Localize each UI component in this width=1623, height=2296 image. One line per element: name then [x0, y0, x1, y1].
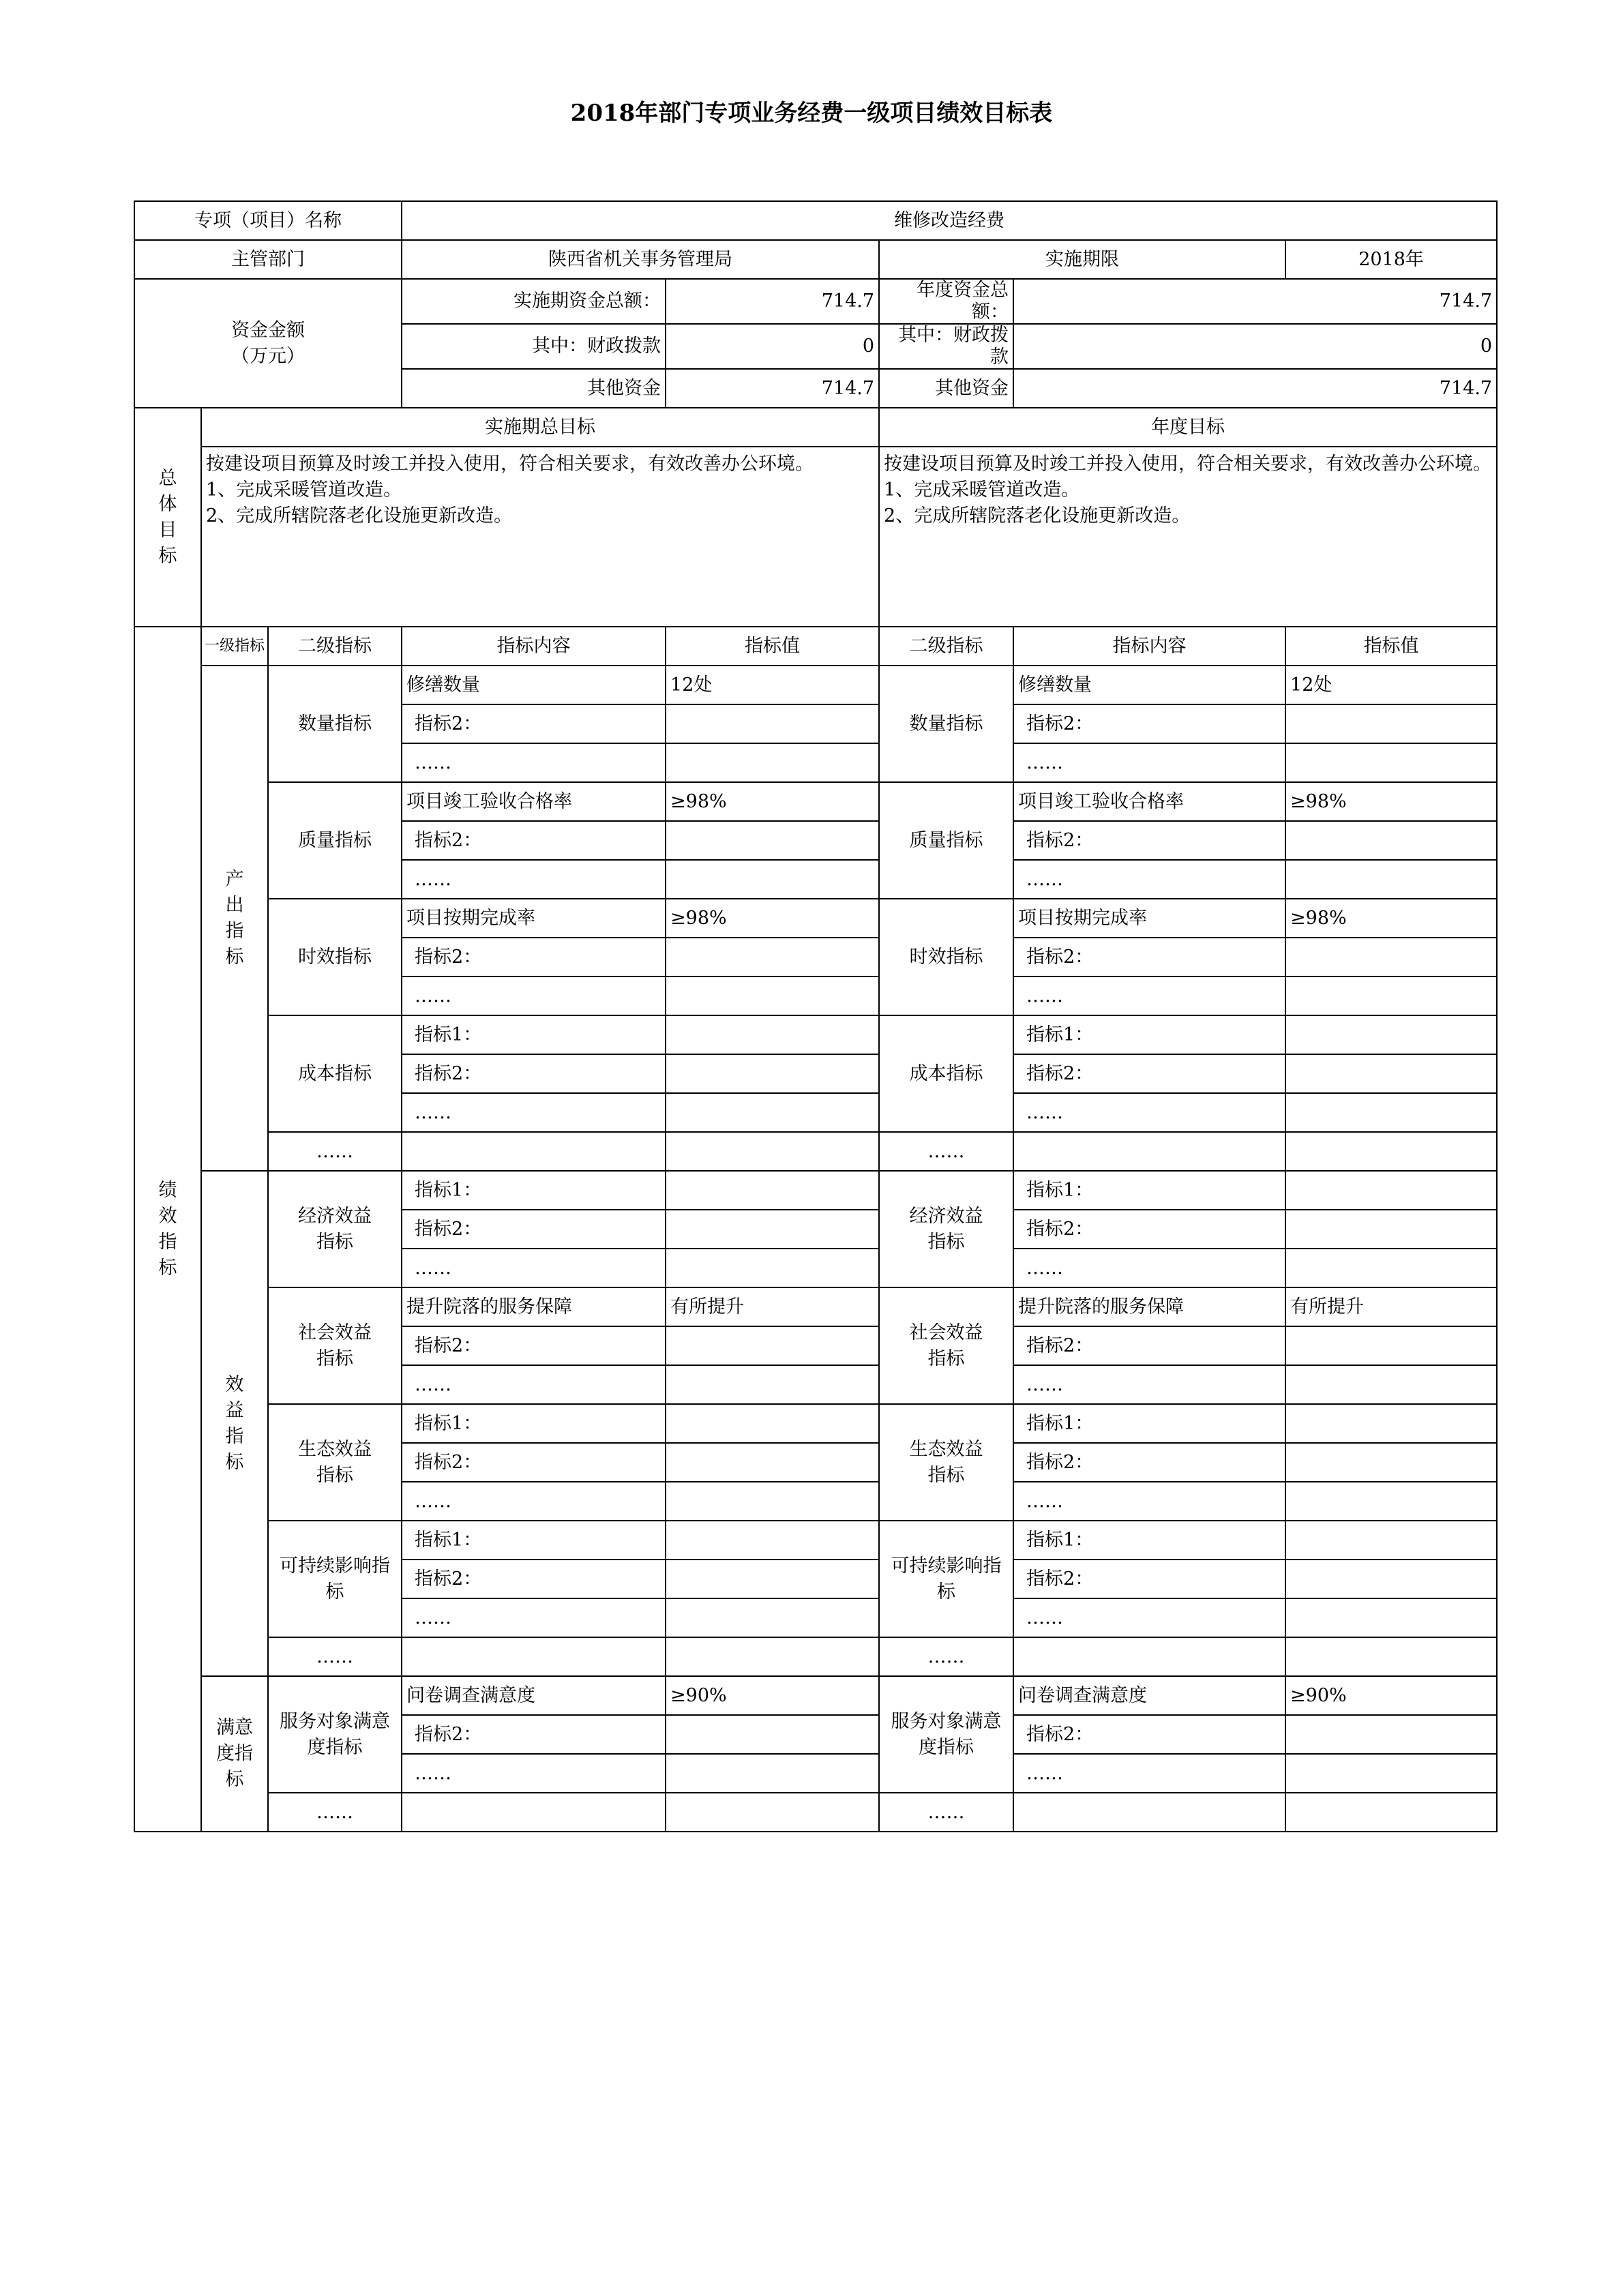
page-title: 2018年部门专项业务经费一级项目绩效目标表	[570, 100, 1053, 127]
performance-table	[134, 200, 1498, 1832]
timeliness-item-annual: 项目按期完成率	[1013, 899, 1285, 938]
satisfaction-more-annual: ……	[879, 1793, 1013, 1832]
period-value: 2018年	[1285, 240, 1497, 279]
quality-value-annual: ≥98%	[1285, 782, 1497, 821]
sustainable-placeholder2-annual: 指标2：	[1013, 1560, 1285, 1598]
quality-label-annual: 质量指标	[879, 782, 1013, 899]
economic-placeholder1-annual: 指标1：	[1013, 1171, 1285, 1210]
benefit-more-annual: ……	[879, 1637, 1013, 1676]
quantity-ellipsis: ……	[402, 743, 666, 782]
ecological-placeholder1: 指标1：	[402, 1404, 666, 1443]
cost-placeholder1: 指标1：	[402, 1015, 666, 1054]
annual-goal-text: 按建设项目预算及时竣工并投入使用，符合相关要求，有效改善办公环境。 1、完成采暖管道改造。 2、完成所辖院落老化设施更新改造。	[879, 447, 1497, 627]
annual-total-value: 714.7	[1013, 279, 1497, 324]
annual-fiscal-label: 其中：财政拨款	[879, 324, 1013, 369]
output-more-annual: ……	[879, 1132, 1013, 1171]
economic-label: 经济效益指标	[268, 1171, 402, 1287]
quantity-label-annual: 数量指标	[879, 666, 1013, 782]
service-item-annual: 问卷调查满意度	[1013, 1676, 1285, 1715]
ecological-label-annual: 生态效益指标	[879, 1404, 1013, 1521]
economic-ellipsis: ……	[402, 1249, 666, 1287]
quantity-ellipsis-annual: ……	[1013, 743, 1285, 782]
social-ellipsis-annual: ……	[1013, 1365, 1285, 1404]
quantity-value: 12处	[666, 666, 879, 704]
funds-label: 资金金额（万元）	[134, 279, 402, 408]
indicators-label: 绩效指标	[134, 627, 201, 1832]
header-value-annual: 指标值	[1285, 627, 1497, 666]
quantity-placeholder2: 指标2：	[402, 704, 666, 743]
dept-value: 陕西省机关事务管理局	[402, 240, 879, 279]
header-level2-annual: 二级指标	[879, 627, 1013, 666]
funds-total-label: 实施期资金总额：	[402, 279, 666, 324]
period-goal-label: 实施期总目标	[201, 408, 879, 447]
economic-placeholder2-annual: 指标2：	[1013, 1210, 1285, 1249]
service-label-annual: 服务对象满意度指标	[879, 1676, 1013, 1793]
benefit-label: 效益指标	[201, 1171, 268, 1676]
cost-ellipsis: ……	[402, 1093, 666, 1132]
funds-other-label: 其他资金	[402, 369, 666, 408]
ecological-ellipsis-annual: ……	[1013, 1482, 1285, 1521]
annual-other-label: 其他资金	[879, 369, 1013, 408]
funds-fiscal-value: 0	[666, 324, 879, 369]
economic-label-annual: 经济效益指标	[879, 1171, 1013, 1287]
economic-placeholder1: 指标1：	[402, 1171, 666, 1210]
service-item: 问卷调查满意度	[402, 1676, 666, 1715]
cost-placeholder1-annual: 指标1：	[1013, 1015, 1285, 1054]
social-label-annual: 社会效益指标	[879, 1287, 1013, 1404]
funds-fiscal-label: 其中：财政拨款	[402, 324, 666, 369]
quality-ellipsis-annual: ……	[1013, 860, 1285, 899]
quality-item-annual: 项目竣工验收合格率	[1013, 782, 1285, 821]
ecological-placeholder1-annual: 指标1：	[1013, 1404, 1285, 1443]
economic-placeholder2: 指标2：	[402, 1210, 666, 1249]
ecological-placeholder2: 指标2：	[402, 1443, 666, 1482]
timeliness-item: 项目按期完成率	[402, 899, 666, 938]
project-name: 维修改造经费	[402, 201, 1497, 240]
sustainable-label: 可持续影响指标	[268, 1521, 402, 1637]
project-name-label: 专项（项目）名称	[134, 201, 402, 240]
benefit-more: ……	[268, 1637, 402, 1676]
timeliness-label-annual: 时效指标	[879, 899, 1013, 1015]
annual-other-value: 714.7	[1013, 369, 1497, 408]
timeliness-value: ≥98%	[666, 899, 879, 938]
quality-label: 质量指标	[268, 782, 402, 899]
service-ellipsis: ……	[402, 1754, 666, 1793]
funds-total-value: 714.7	[666, 279, 879, 324]
cost-placeholder2: 指标2：	[402, 1054, 666, 1093]
social-ellipsis: ……	[402, 1365, 666, 1404]
quantity-label: 数量指标	[268, 666, 402, 782]
annual-goal-label: 年度目标	[879, 408, 1497, 447]
sustainable-label-annual: 可持续影响指标	[879, 1521, 1013, 1637]
sustainable-placeholder2: 指标2：	[402, 1560, 666, 1598]
social-item-annual: 提升院落的服务保障	[1013, 1287, 1285, 1326]
header-value: 指标值	[666, 627, 879, 666]
timeliness-placeholder2: 指标2：	[402, 938, 666, 976]
quantity-item: 修缮数量	[402, 666, 666, 704]
service-ellipsis-annual: ……	[1013, 1754, 1285, 1793]
social-value: 有所提升	[666, 1287, 879, 1326]
funds-other-value: 714.7	[666, 369, 879, 408]
social-item: 提升院落的服务保障	[402, 1287, 666, 1326]
social-placeholder2: 指标2：	[402, 1326, 666, 1365]
header-level2: 二级指标	[268, 627, 402, 666]
timeliness-label: 时效指标	[268, 899, 402, 1015]
timeliness-ellipsis: ……	[402, 976, 666, 1015]
timeliness-ellipsis-annual: ……	[1013, 976, 1285, 1015]
sustainable-ellipsis-annual: ……	[1013, 1598, 1285, 1637]
service-placeholder2: 指标2：	[402, 1715, 666, 1754]
sustainable-placeholder1-annual: 指标1：	[1013, 1521, 1285, 1560]
ecological-label: 生态效益指标	[268, 1404, 402, 1521]
quantity-value-annual: 12处	[1285, 666, 1497, 704]
sustainable-ellipsis: ……	[402, 1598, 666, 1637]
ecological-ellipsis: ……	[402, 1482, 666, 1521]
social-placeholder2-annual: 指标2：	[1013, 1326, 1285, 1365]
timeliness-placeholder2-annual: 指标2：	[1013, 938, 1285, 976]
quality-value: ≥98%	[666, 782, 879, 821]
service-value: ≥90%	[666, 1676, 879, 1715]
quality-ellipsis: ……	[402, 860, 666, 899]
period-label: 实施期限	[879, 240, 1285, 279]
header-content: 指标内容	[402, 627, 666, 666]
satisfaction-label: 满意度指标	[201, 1676, 268, 1832]
service-placeholder2-annual: 指标2：	[1013, 1715, 1285, 1754]
quality-placeholder2: 指标2：	[402, 821, 666, 860]
cost-label-annual: 成本指标	[879, 1015, 1013, 1132]
period-goal-text: 按建设项目预算及时竣工并投入使用，符合相关要求，有效改善办公环境。 1、完成采暖管道改造。 2、完成所辖院落老化设施更新改造。	[201, 447, 879, 627]
annual-fiscal-value: 0	[1013, 324, 1497, 369]
social-label: 社会效益指标	[268, 1287, 402, 1404]
goals-label: 总体目标	[134, 408, 201, 627]
cost-ellipsis-annual: ……	[1013, 1093, 1285, 1132]
quantity-item-annual: 修缮数量	[1013, 666, 1285, 704]
social-value-annual: 有所提升	[1285, 1287, 1497, 1326]
service-label: 服务对象满意度指标	[268, 1676, 402, 1793]
satisfaction-more: ……	[268, 1793, 402, 1832]
header-content-annual: 指标内容	[1013, 627, 1285, 666]
economic-ellipsis-annual: ……	[1013, 1249, 1285, 1287]
timeliness-value-annual: ≥98%	[1285, 899, 1497, 938]
quantity-placeholder2-annual: 指标2：	[1013, 704, 1285, 743]
service-value-annual: ≥90%	[1285, 1676, 1497, 1715]
output-more: ……	[268, 1132, 402, 1171]
dept-label: 主管部门	[134, 240, 402, 279]
quality-placeholder2-annual: 指标2：	[1013, 821, 1285, 860]
sustainable-placeholder1: 指标1：	[402, 1521, 666, 1560]
ecological-placeholder2-annual: 指标2：	[1013, 1443, 1285, 1482]
quality-item: 项目竣工验收合格率	[402, 782, 666, 821]
output-label: 产出指标	[201, 666, 268, 1171]
header-level1: 一级指标	[201, 627, 268, 666]
cost-label: 成本指标	[268, 1015, 402, 1132]
annual-total-label: 年度资金总额：	[879, 279, 1013, 324]
cost-placeholder2-annual: 指标2：	[1013, 1054, 1285, 1093]
